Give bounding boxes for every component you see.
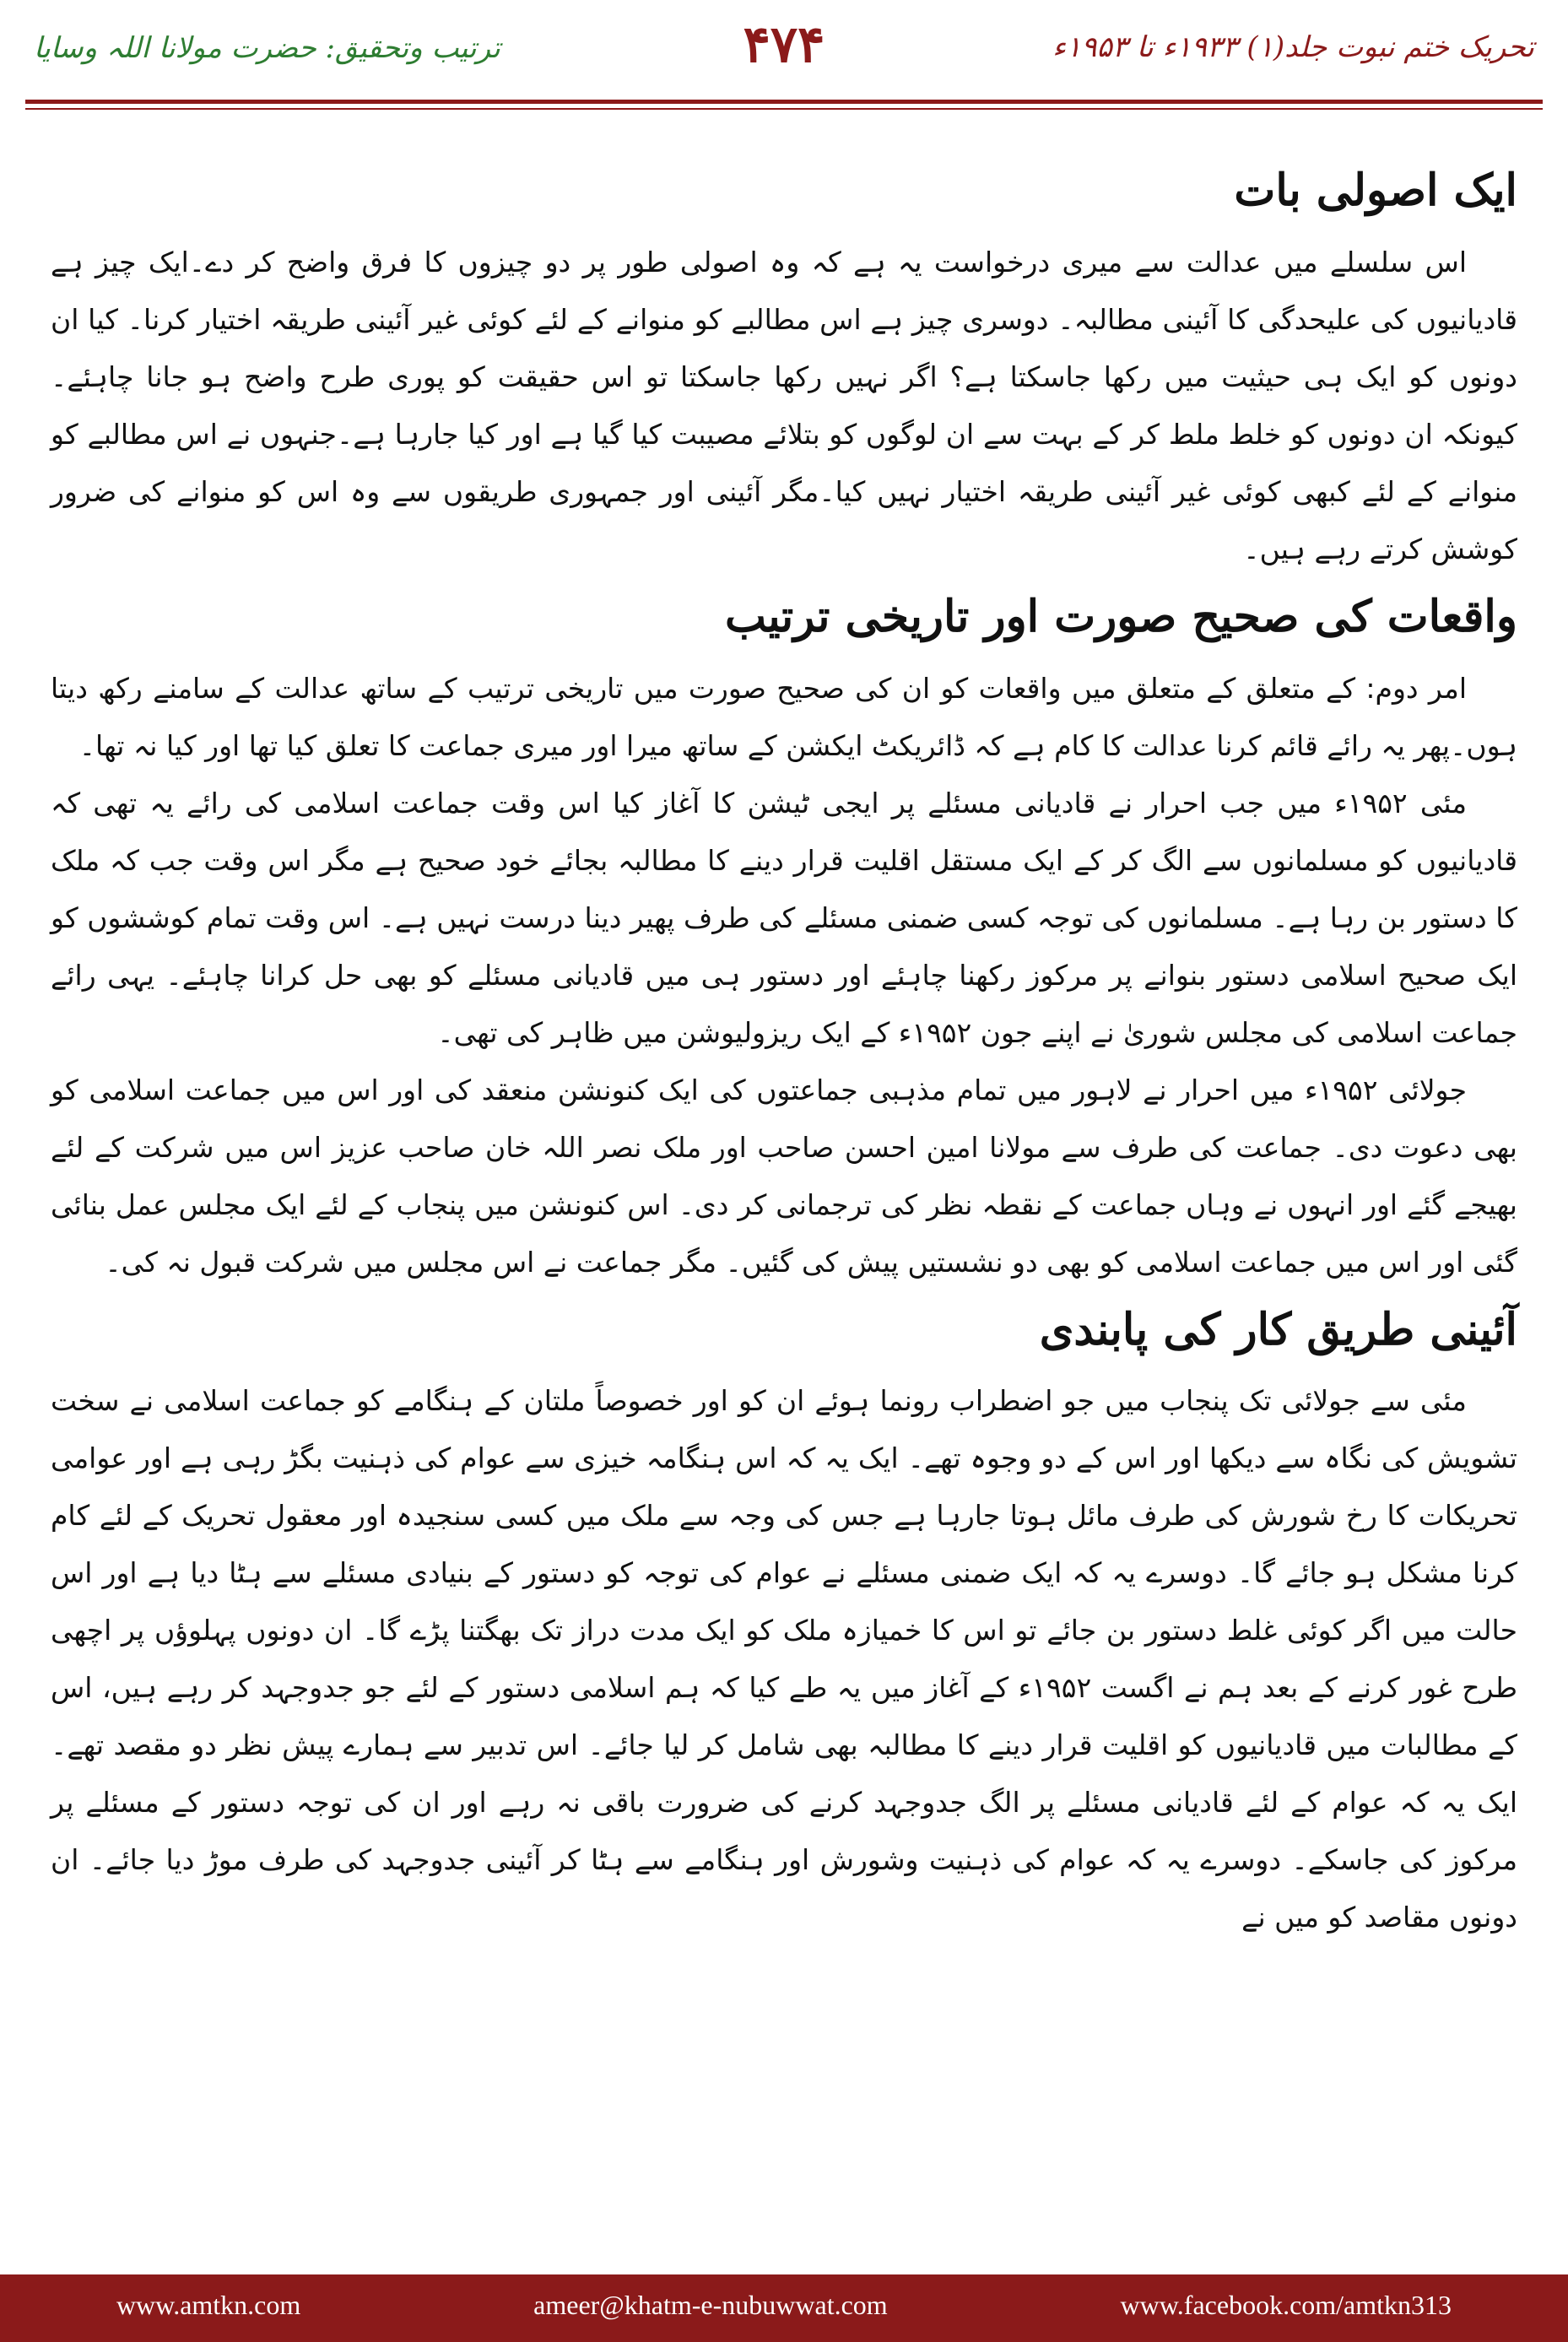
- paragraph: اس سلسلے میں عدالت سے میری درخواست یہ ہے کہ وہ اصولی طور پر دو چیزوں کا فرق واضح کر دے۔ایک چیز ہے قادیانیوں کی علیحدگی کا آئینی مطالبہ۔ دوسری چیز ہے اس مطالبے کو منوانے کے لئے کوئی غیر آئینی طریقہ اختیار کرنا۔ کیا ان دونوں کو ایک ہی حیثیت میں رکھا جاسکتا ہے؟ اگر نہیں رکھا جاسکتا تو اس حقیقت کو پوری طرح واضح ہو جانا چاہئے۔ کیونکہ ان دونوں کو خلط ملط کر کے بہت سے ان لوگوں کو بتلائے مصیبت کیا گیا ہے اور کیا جارہا ہے۔جنہوں نے اس مطالبے کو منوانے کے لئے کبھی کوئی غیر آئینی طریقہ اختیار نہیں کیا۔مگر آئینی اور جمہوری طریقوں سے وہ اس کو منوانے کی ضرور کوشش کرتے رہے ہیں۔: [51, 245, 1517, 565]
- email-link[interactable]: ameer@khatm-e-nubuwwat.com: [533, 2290, 888, 2320]
- facebook-link[interactable]: www.facebook.com/amtkn313: [1120, 2290, 1452, 2320]
- section-title: ایک اصولی بات: [1234, 165, 1517, 216]
- page-footer: [0, 2274, 1568, 2342]
- paragraph: مئی ۱۹۵۲ء میں جب احرار نے قادیانی مسئلے پر ایجی ٹیشن کا آغاز کیا اس وقت جماعت اسلامی کی رائے یہ تھی کہ قادیانیوں کو مسلمانوں سے الگ کر کے ایک مستقل اقلیت قرار دینے کا مطالبہ بجائے خود صحیح ہے مگر اس وقت جب کہ ملک کا دستور بن رہا ہے۔ مسلمانوں کی توجہ کسی ضمنی مسئلے کی طرف پھیر دینا درست نہیں ہے۔ اس وقت تمام کوششوں کو ایک صحیح اسلامی دستور بنوانے پر مرکوز رکھنا چاہئے اور دستور ہی میں قادیانی مسئلے کو بھی حل کرانا چاہئے۔ یہی رائے جماعت اسلامی کی مجلس شوریٰ نے اپنے جون ۱۹۵۲ء کے ایک ریزولیوشن میں ظاہر کی تھی۔: [51, 786, 1517, 1049]
- paragraph: مئی سے جولائی تک پنجاب میں جو اضطراب رونما ہوئے ان کو اور خصوصاً ملتان کے ہنگامے کو جماعت اسلامی نے سخت تشویش کی نگاہ سے دیکھا اور اس کے دو وجوہ تھے۔ ایک یہ کہ اس ہنگامہ خیزی سے عوام کی ذہنیت بگڑ رہی ہے اور عوامی تحریکات کا رخ شورش کی طرف مائل ہوتا جارہا ہے جس کی وجہ سے ملک میں کسی سنجیدہ اور معقول تحریک کے لئے کام کرنا مشکل ہو جائے گا۔ دوسرے یہ کہ ایک ضمنی مسئلے نے عوام کی توجہ کو دستور کے بنیادی مسئلے سے ہٹا دیا ہے اور اس حالت میں اگر کوئی غلط دستور بن جائے تو اس کا خمیازہ ملک کو ایک مدت دراز تک بھگتنا پڑے گا۔ ان دونوں پہلوؤں پر اچھی طرح غور کرنے کے بعد ہم نے اگست ۱۹۵۲ء کے آغاز میں یہ طے کیا کہ ہم اسلامی دستور کے لئے جو جدوجہد کر رہے ہیں، اس کے مطالبات میں قادیانیوں کو اقلیت قرار دینے کا مطالبہ بھی شامل کر لیا جائے۔ اس تدبیر سے ہمارے پیش نظر دو مقصد تھے۔ ایک یہ کہ عوام کے لئے قادیانی مسئلے پر الگ جدوجہد کرنے کی ضرورت باقی نہ رہے اور ان کی توجہ دستور کے مسئلے پر مرکوز کی جاسکے۔ دوسرے یہ کہ عوام کی ذہنیت وشورش اور ہنگامے سے ہٹا کر آئینی جدوجہد کی طرف موڑ دیا جائے۔ ان دونوں مقاصد کو میں نے: [51, 1384, 1517, 1934]
- section-principle: [51, 160, 1517, 578]
- book-title: تحریک ختم نبوت جلد(۱) ۱۹۳۳ء تا ۱۹۵۳ء: [1052, 30, 1534, 64]
- page-body: [51, 152, 1517, 2215]
- section-title: آئینی طریق کار کی پابندی: [1039, 1303, 1517, 1355]
- page-header: [0, 0, 1568, 118]
- footer-links: [0, 2290, 1568, 2321]
- header-divider-thin: [25, 108, 1543, 110]
- header-divider: [25, 100, 1543, 104]
- page-number: ۴۷۴: [743, 15, 825, 74]
- paragraph: جولائی ۱۹۵۲ء میں احرار نے لاہور میں تمام مذہبی جماعتوں کی ایک کنونشن منعقد کی اور اس میں جماعت اسلامی کو بھی دعوت دی۔ جماعت کی طرف سے مولانا امین احسن صاحب اور ملک نصر اللہ خان صاحب عزیز اس میں شرکت کے لئے بھیجے گئے اور انہوں نے وہاں جماعت کے نقطہ نظر کی ترجمانی کر دی۔ اس کنونشن میں پنجاب کے لئے ایک مجلس عمل بنائی گئی اور اس میں جماعت اسلامی کو بھی دو نشستیں پیش کی گئیں۔ مگر جماعت نے اس مجلس میں شرکت قبول نہ کی۔: [51, 1073, 1517, 1279]
- paragraph: امر دوم: کے متعلق کے متعلق میں واقعات کو ان کی صحیح صورت میں تاریخی ترتیب کے ساتھ عدالت کے سامنے رکھ دیتا ہوں۔پھر یہ رائے قائم کرنا عدالت کا کام ہے کہ ڈائریکٹ ایکشن کے ساتھ میرا اور میری جماعت کا تعلق کیا تھا اور کیا نہ تھا۔: [51, 671, 1517, 762]
- website-link[interactable]: www.amtkn.com: [116, 2290, 301, 2320]
- section-events: [51, 587, 1517, 1291]
- compiler-credit: ترتیب وتحقیق: حضرت مولانا اللہ وسایا: [34, 31, 500, 65]
- section-constitutional: [51, 1300, 1517, 1947]
- section-title: واقعات کی صحیح صورت اور تاریخی ترتیب: [725, 590, 1517, 642]
